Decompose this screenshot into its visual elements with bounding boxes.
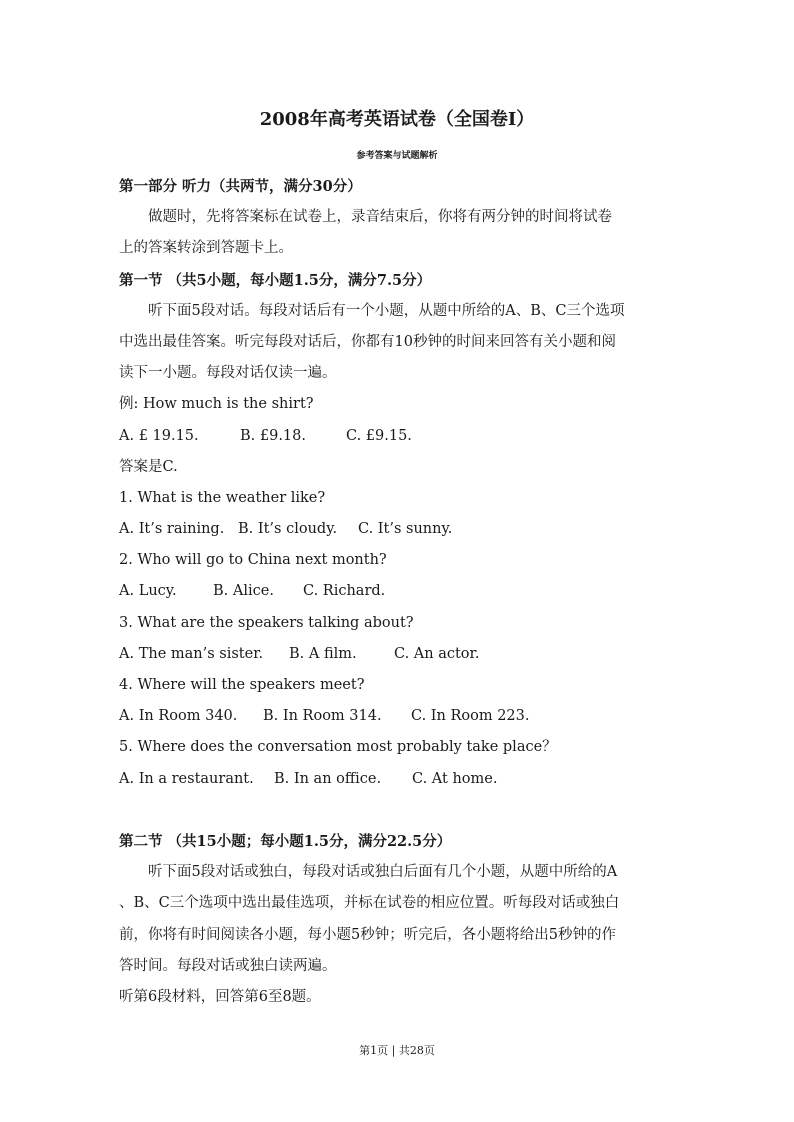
- option-a: A. Lucy.: [119, 583, 177, 600]
- option-a: A. In a restaurant.: [119, 770, 254, 787]
- option-a: A. In Room 340.: [119, 708, 238, 725]
- example-answer: 答案是C.: [119, 458, 178, 475]
- page-footer: 第1页 | 共28页: [359, 1044, 435, 1057]
- option-b: B. Alice.: [213, 583, 274, 600]
- option-c: C. Richard.: [303, 583, 386, 600]
- example-options: [119, 421, 679, 452]
- question-text: 5. Where does the conversation most probably take place？: [119, 739, 557, 756]
- option-b: B. In Room 314.: [263, 708, 382, 725]
- section1-intro-line: 读下一小题。每段对话仅读一遍。: [119, 365, 337, 382]
- spacer: [119, 795, 679, 826]
- part1-heading: 第一部分 听力（共两节，满分30分）: [119, 178, 362, 195]
- section2-intro-line: 前，你将有时间阅读各小题，每小题5秒钟；听完后，各小题将给出5秒钟的作: [119, 926, 616, 943]
- page-title: 2008年高考英语试卷（全国卷I）: [259, 109, 535, 130]
- option-b: B. It’s cloudy.: [238, 521, 338, 538]
- question-options: [119, 639, 679, 670]
- option-b: B. In an office.: [274, 770, 382, 787]
- section2-intro-line: 听下面5段对话或独白，每段对话或独白后面有几个小题，从题中所给的A: [148, 864, 618, 881]
- section1-intro-line: 听下面5段对话。每段对话后有一个小题，从题中所给的A、B、C三个选项: [148, 302, 625, 319]
- option-c: C. An actor.: [394, 645, 480, 662]
- question-text: 3. What are the speakers talking about?: [119, 614, 414, 631]
- page-subtitle: 参考答案与试题解析: [356, 151, 438, 161]
- option-c: C. In Room 223.: [411, 708, 530, 725]
- question-text: 4. Where will the speakers meet?: [119, 677, 365, 693]
- section2-intro-line: 、B、C三个选项中选出最佳选项，并标在试卷的相应位置。听每段对话或独白: [119, 895, 620, 912]
- option-b: B. £9.18.: [240, 427, 306, 444]
- section2-instruction: 听第6段材料，回答第6至8题。: [119, 988, 321, 1005]
- question-text: 2. Who will go to China next month?: [119, 552, 387, 569]
- section1-intro-line: 中选出最佳答案。听完每段对话后，你都有10秒钟的时间来回答有关小题和阅: [119, 333, 616, 350]
- document-body: [119, 171, 679, 1013]
- option-c: C. £9.15.: [346, 427, 412, 444]
- option-a: A. £ 19.15.: [119, 427, 199, 444]
- question-options: [119, 764, 679, 795]
- example-question: 例: How much is the shirt?: [119, 396, 314, 413]
- option-a: A. The man’s sister.: [119, 645, 264, 662]
- section2-heading: 第二节 （共15小题；每小题1.5分，满分22.5分）: [119, 832, 452, 850]
- question-options: [119, 514, 679, 545]
- option-a: A. It’s raining.: [119, 521, 225, 538]
- part1-intro-line: 上的答案转涂到答题卡上。: [119, 240, 293, 257]
- section2-intro-line: 答时间。每段对话或独白读两遍。: [119, 957, 337, 974]
- option-b: B. A film.: [289, 645, 357, 662]
- option-c: C. It’s sunny.: [358, 521, 453, 538]
- option-c: C. At home.: [412, 770, 498, 787]
- question-options: [119, 701, 679, 732]
- section1-heading: 第一节 （共5小题，每小题1.5分，满分7.5分）: [119, 271, 432, 289]
- part1-intro-line: 做题时，先将答案标在试卷上，录音结束后，你将有两分钟的时间将试卷: [148, 209, 612, 226]
- question-text: 1. What is the weather like?: [119, 489, 326, 506]
- question-options: [119, 576, 679, 607]
